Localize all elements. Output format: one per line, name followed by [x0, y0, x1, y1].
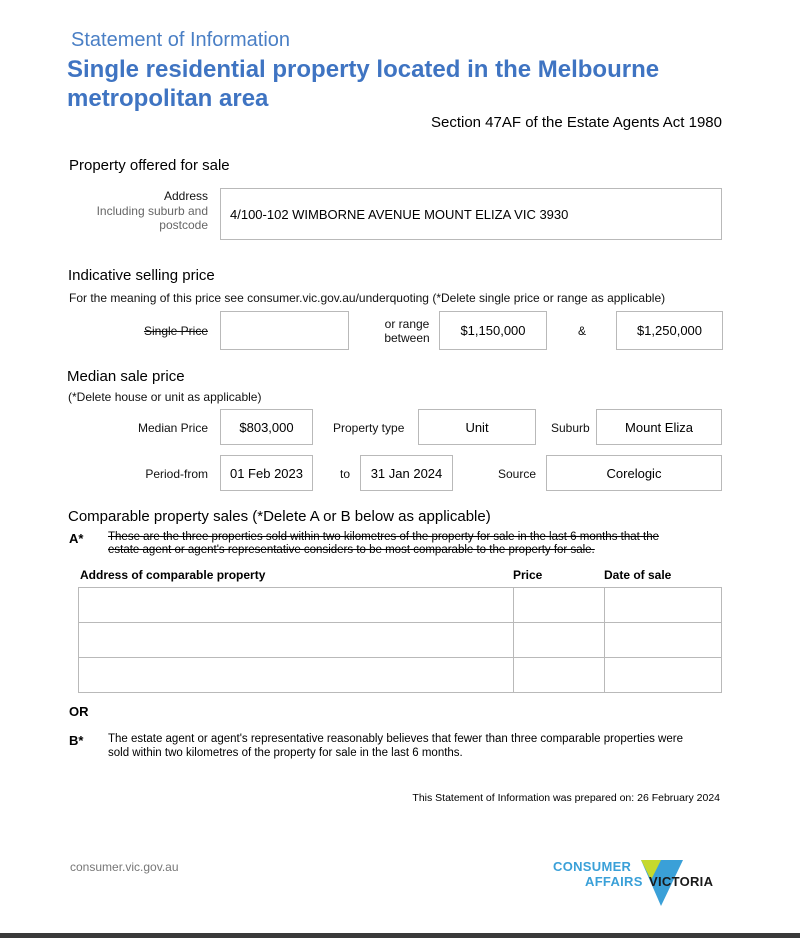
to-label: to	[339, 467, 350, 481]
period-to-value: 31 Jan 2024	[370, 465, 443, 481]
single-price-field[interactable]	[220, 311, 349, 350]
median-note: (*Delete house or unit as applicable)	[68, 390, 262, 404]
page-bottom-border	[0, 933, 800, 938]
range-separator: &	[577, 324, 586, 338]
col-header-price: Price	[513, 568, 543, 582]
table-row	[79, 623, 722, 658]
range-low-value: $1,150,000	[460, 323, 526, 338]
indicative-note: For the meaning of this price see consumer.vic.gov.au/underquoting (*Delete single price or range as applicable)	[69, 291, 666, 305]
suburb-label: Suburb	[551, 421, 590, 435]
comparable-table	[78, 587, 722, 693]
comparable-date-cell[interactable]	[605, 658, 722, 693]
or-text: OR	[69, 704, 89, 719]
address-sublabel-1: Including suburb and	[96, 204, 208, 218]
suburb-field[interactable]	[596, 409, 722, 445]
range-low-field[interactable]	[439, 311, 547, 350]
option-a-text-1: These are the three properties sold within two kilometres of the property for sale in the last 6 months that the	[108, 531, 660, 543]
median-price-value: $803,000	[239, 419, 294, 435]
option-a-marker: A*	[69, 531, 84, 546]
comparable-address-cell[interactable]	[79, 623, 514, 658]
comparable-address-cell[interactable]	[79, 658, 514, 693]
comparable-price-cell[interactable]	[514, 588, 605, 623]
option-b-text-2: sold within two kilometres of the property for sale in the last 6 months.	[108, 747, 463, 759]
source-label: Source	[498, 467, 537, 481]
range-label-2: between	[384, 331, 430, 345]
median-heading: Median sale price	[67, 368, 185, 385]
range-high-field[interactable]	[616, 311, 723, 350]
address-field[interactable]	[220, 188, 722, 240]
period-from-value: 01 Feb 2023	[229, 465, 303, 481]
act-reference: Section 47AF of the Estate Agents Act 1980	[430, 114, 722, 131]
property-type-label: Property type	[333, 421, 405, 435]
consumer-affairs-victoria-logo	[551, 858, 726, 908]
range-label-1: or range	[384, 317, 430, 331]
source-field[interactable]	[546, 455, 722, 491]
logo-victoria: VICTORIA	[649, 874, 714, 889]
doc-subtitle: Statement of Information	[71, 29, 291, 51]
footer-website[interactable]: consumer.vic.gov.au	[70, 860, 179, 874]
indicative-heading: Indicative selling price	[68, 267, 215, 284]
col-header-date: Date of sale	[604, 568, 672, 582]
prepared-date: This Statement of Information was prepared on: 26 February 2024	[412, 792, 720, 804]
comparable-date-cell[interactable]	[605, 623, 722, 658]
address-sublabel-2: postcode	[159, 218, 208, 232]
single-price-label: Single Price	[143, 324, 208, 338]
period-from-label: Period-from	[145, 467, 208, 481]
comparable-price-cell[interactable]	[514, 623, 605, 658]
property-type-field[interactable]	[418, 409, 536, 445]
table-row	[79, 588, 722, 623]
median-price-label: Median Price	[137, 421, 208, 435]
source-value: Corelogic	[606, 465, 662, 481]
table-row	[79, 658, 722, 693]
property-type-value: Unit	[465, 419, 489, 435]
option-b-text-1: The estate agent or agent's representative reasonably believes that fewer than three comparable properties were	[108, 733, 683, 745]
comparable-heading: Comparable property sales (*Delete A or B below as applicable)	[68, 508, 491, 525]
median-price-field[interactable]	[220, 409, 313, 445]
doc-title-line1: Single residential property located in the Melbourne	[67, 56, 660, 83]
option-b-marker: B*	[69, 733, 84, 748]
address-label: Address	[163, 189, 208, 203]
doc-title-line2: metropolitan area	[67, 85, 269, 112]
comparable-price-cell[interactable]	[514, 658, 605, 693]
col-header-address: Address of comparable property	[80, 568, 266, 582]
comparable-address-cell[interactable]	[79, 588, 514, 623]
comparable-date-cell[interactable]	[605, 588, 722, 623]
property-heading: Property offered for sale	[69, 157, 230, 174]
logo-consumer: CONSUMER	[553, 859, 632, 874]
address-value: 4/100-102 WIMBORNE AVENUE MOUNT ELIZA VIC 3930	[230, 206, 569, 222]
suburb-value: Mount Eliza	[625, 419, 693, 435]
logo-affairs: AFFAIRS	[585, 874, 643, 889]
period-to-field[interactable]	[360, 455, 453, 491]
range-high-value: $1,250,000	[636, 323, 703, 338]
period-from-field[interactable]	[220, 455, 313, 491]
option-a-text-2: estate agent or agent's representative considers to be most comparable to the property for sale.	[108, 544, 595, 556]
